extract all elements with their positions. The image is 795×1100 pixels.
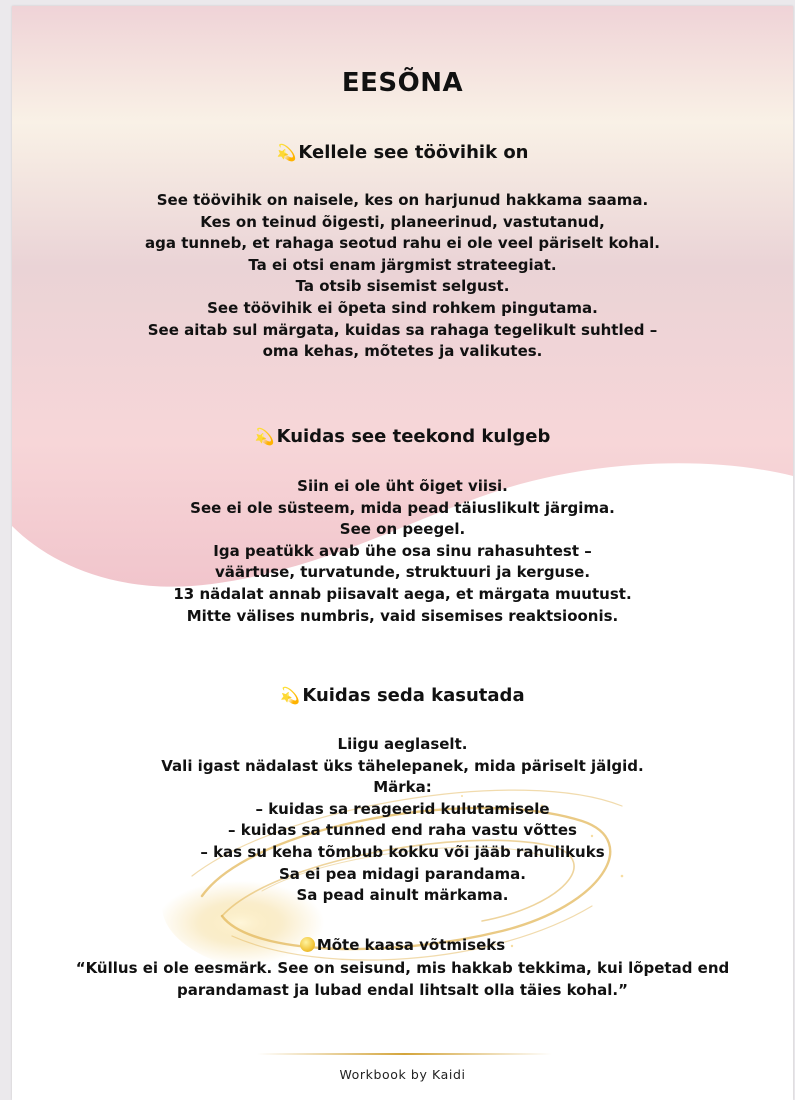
text-line: Kes on teinud õigesti, planeerinud, vastutanud, xyxy=(200,212,605,231)
section-heading-kellele xyxy=(12,142,793,163)
document-page xyxy=(12,6,793,1100)
text-line: Siin ei ole üht õiget viisi. xyxy=(297,477,508,495)
text-line: Ta ei otsi enam järgmist strateegiat. xyxy=(248,255,557,274)
text-line: aga tunneb, et rahaga seotud rahu ei ole veel päriselt kohal. xyxy=(145,234,660,253)
text-line: See aitab sul märgata, kuidas sa rahaga tegelikult suhtled – xyxy=(147,320,658,339)
text-line: Ta otsib sisemist selgust. xyxy=(295,277,510,296)
text-line: oma kehas, mõtetes ja valikutes. xyxy=(262,342,543,361)
text-line: Liigu aeglaselt. xyxy=(337,735,468,753)
shooting-star-icon: 💫 xyxy=(276,143,297,162)
text-line: Märka: xyxy=(373,778,432,797)
text-line: – kas su keha tõmbub kokku või jääb rahulikuks xyxy=(200,842,605,861)
section-body-kasutada xyxy=(12,734,793,907)
section-body-teekond xyxy=(12,476,793,627)
quote-line: “Küllus ei ole eesmärk. See on seisund, mis hakkab tekkima, kui lõpetad end xyxy=(75,959,730,977)
shooting-star-icon: 💫 xyxy=(280,686,301,705)
quote-text xyxy=(12,958,793,1001)
text-line: Iga peatükk avab ühe osa sinu rahasuhtest – xyxy=(213,541,592,560)
text-line: Sa ei pea midagi parandama. xyxy=(278,864,527,883)
quote-heading xyxy=(12,936,793,954)
text-line: See töövihik ei õpeta sind rohkem pingutama. xyxy=(207,298,598,317)
section-heading-teekond xyxy=(12,426,793,447)
text-line: – kuidas sa reageerid kulutamisele xyxy=(255,799,550,818)
text-line: väärtuse, turvatunde, struktuuri ja kerguse. xyxy=(214,563,591,582)
text-line: Mitte välises numbris, vaid sisemises reaktsioonis. xyxy=(186,606,619,625)
shooting-star-icon: 💫 xyxy=(254,427,275,446)
text-line: See töövihik on naisele, kes on harjunud hakkama saama. xyxy=(156,191,649,209)
section-body-kellele xyxy=(12,190,793,363)
text-line: 13 nädalat annab piisavalt aega, et märgata muutust. xyxy=(173,584,632,603)
section-heading-text: Kuidas see teekond kulgeb xyxy=(276,426,551,447)
coin-icon xyxy=(300,937,315,952)
quote-line: parandamast ja lubad endal lihtsalt olla täies kohal.” xyxy=(177,980,628,999)
text-line: Sa pead ainult märkama. xyxy=(296,886,509,905)
section-heading-text: Kellele see töövihik on xyxy=(298,142,529,163)
footer-credit: Workbook by Kaidi xyxy=(339,1067,466,1082)
text-line: – kuidas sa tunned end raha vastu võttes xyxy=(228,821,577,840)
footer-divider xyxy=(257,1052,552,1056)
text-line: See on peegel. xyxy=(339,520,466,539)
quote-heading-text: Mõte kaasa võtmiseks xyxy=(316,936,506,954)
page-title: EESÕNA xyxy=(341,68,464,98)
section-heading-text: Kuidas seda kasutada xyxy=(302,685,525,706)
text-line: Vali igast nädalast üks tähelepanek, mida päriselt jälgid. xyxy=(161,756,644,775)
text-line: See ei ole süsteem, mida pead täiuslikult järgima. xyxy=(190,498,615,517)
section-heading-kasutada xyxy=(12,685,793,706)
